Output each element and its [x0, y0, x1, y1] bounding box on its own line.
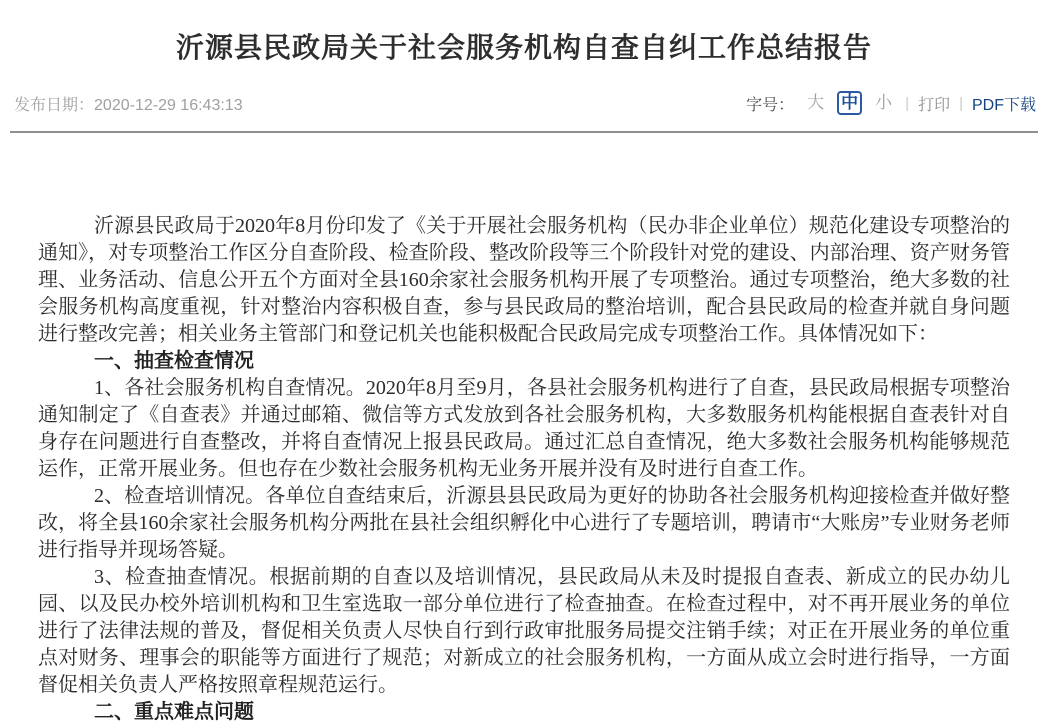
- print-button[interactable]: 打印: [918, 96, 951, 114]
- font-size-label: 字号：: [746, 96, 795, 114]
- publish-date-value: 2020-12-29 16:43:13: [94, 96, 243, 114]
- pdf-download-button[interactable]: PDF下载: [971, 96, 1036, 114]
- page-title: 沂源县民政局关于社会服务机构自查自纠工作总结报告: [175, 32, 872, 63]
- toolbar-separator: |: [905, 94, 910, 112]
- font-size-small-button[interactable]: 小: [875, 93, 893, 112]
- meta-row: [14, 91, 1036, 115]
- header-divider: [10, 131, 1038, 133]
- font-size-large-button[interactable]: 大: [807, 93, 825, 112]
- article-paragraph: 1、各社会服务机构自查情况。2020年8月至9月，各县社会服务机构进行了自查，县民政局根据专项整治通知制定了《自查表》并通过邮箱、微信等方式发放到各社会服务机构，大多数服务机构能根据自查表针对自身存在问题进行自查整改，并将自查情况上报县民政局。通过汇总自查情况，绝大多数社会服务机构能够规范运作，正常开展业务。但也存在少数社会服务机构无业务开展并没有及时进行自查工作。: [38, 377, 1010, 480]
- article-body: [38, 213, 1010, 726]
- article-paragraph: 2、检查培训情况。各单位自查结束后，沂源县县民政局为更好的协助各社会服务机构迎接检查并做好整改，将全县160余家社会服务机构分两批在县社会组织孵化中心进行了专题培训，聘请市“大账房”专业财务老师进行指导并现场答疑。: [38, 485, 1010, 561]
- article-paragraph: 沂源县民政局于2020年8月份印发了《关于开展社会服务机构（民办非企业单位）规范化建设专项整治的通知》，对专项整治工作区分自查阶段、检查阶段、整改阶段等三个阶段针对党的建设、内部治理、资产财务管理、业务活动、信息公开五个方面对全县160余家社会服务机构开展了专项整治。通过专项整治，绝大多数的社会服务机构高度重视，针对整治内容积极自查，参与县民政局的整治培训，配合县民政局的检查并就自身问题进行整改完善；相关业务主管部门和登记机关也能积极配合民政局完成专项整治工作。具体情况如下：: [38, 215, 1010, 345]
- article-paragraph: 3、检查抽查情况。根据前期的自查以及培训情况，县民政局从未及时提报自查表、新成立的民办幼儿园、以及民办校外培训机构和卫生室选取一部分单位进行了检查抽查。在检查过程中，对不再开展业务的单位进行了法律法规的普及，督促相关负责人尽快自行到行政审批服务局提交注销手续；对正在开展业务的单位重点对财务、理事会的职能等方面进行了规范；对新成立的社会服务机构，一方面从成立会时进行指导，一方面督促相关负责人严格按照章程规范运行。: [38, 566, 1010, 696]
- section-heading: 二、重点难点问题: [94, 701, 254, 723]
- publish-date-label: 发布日期：: [14, 96, 95, 114]
- publish-date: [14, 92, 243, 115]
- toolbar-separator: |: [959, 94, 963, 112]
- section-heading: 一、抽查检查情况: [94, 350, 254, 372]
- article-toolbar: [746, 91, 1036, 115]
- font-size-medium-button[interactable]: 中: [837, 91, 862, 115]
